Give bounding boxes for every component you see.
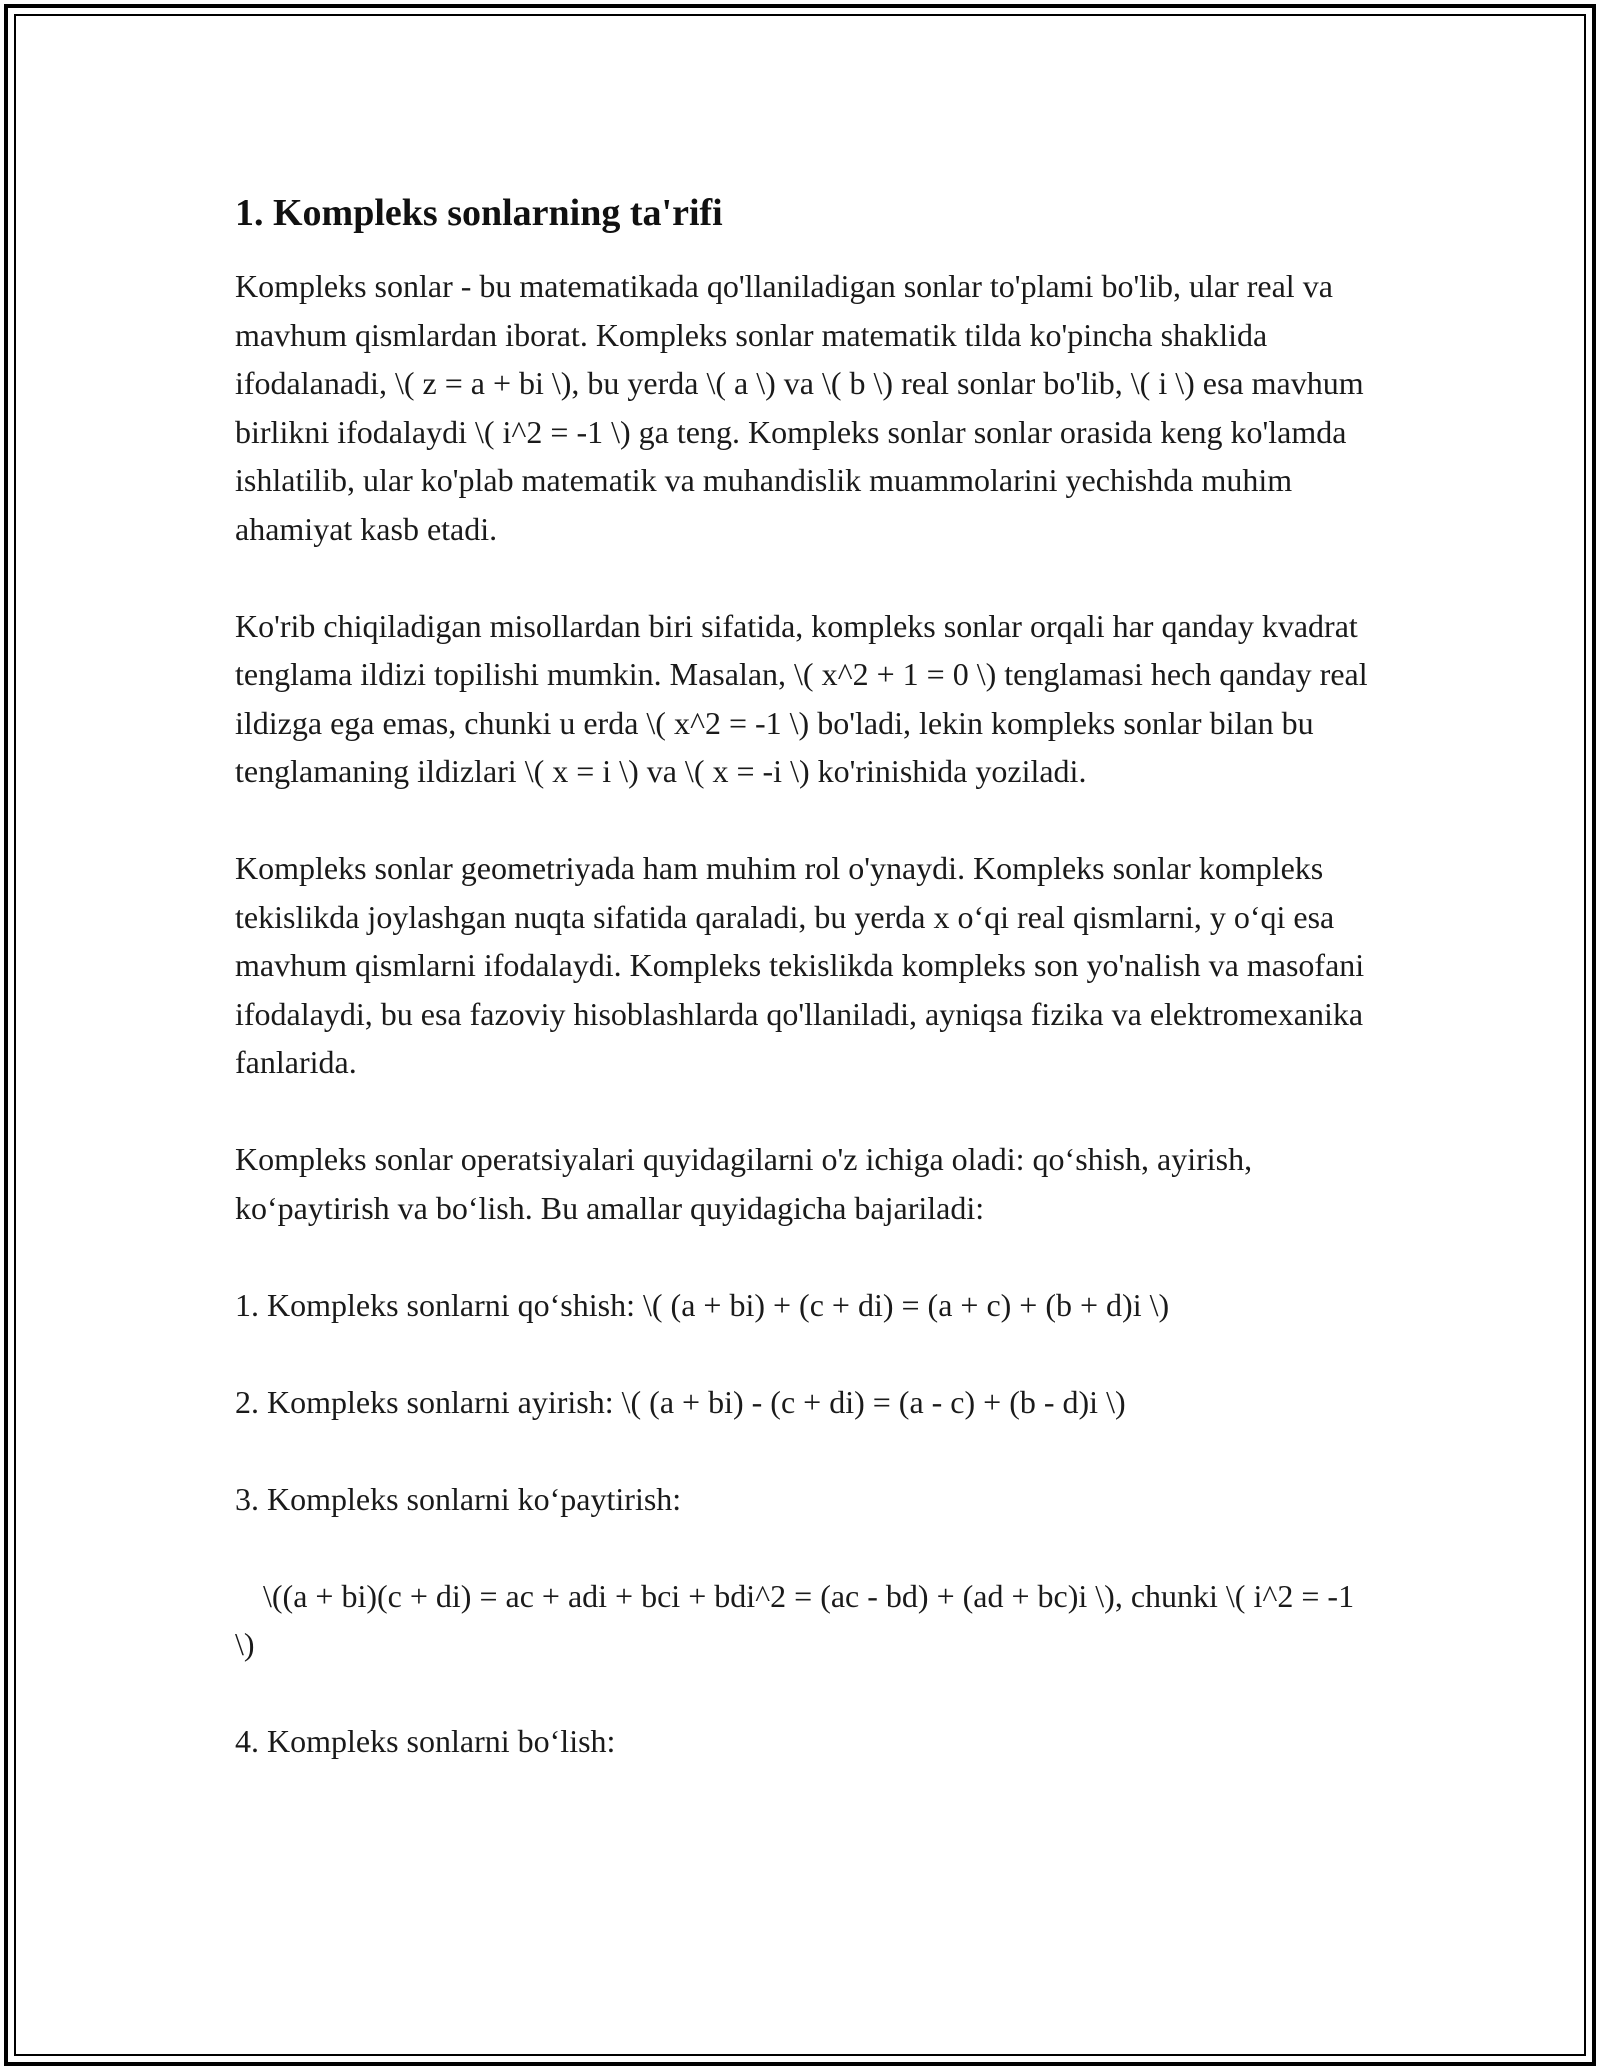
section-heading: 1. Kompleks sonlarning ta'rifi (235, 192, 723, 234)
paragraph-definition: Kompleks sonlar - bu matematikada qo'llaniladigan sonlar to'plami bo'lib, ular real va mavhum qismlardan iborat. Kompleks sonlar matematik tilda ko'pincha shaklida ifodalanadi, \( z = a + bi \), bu yerda \( a \) va \( b \) real sonlar bo'lib, \( i \) esa mavhum birlikni ifodalaydi \( i^2 = -1 \) ga teng. Kompleks sonlar sonlar orasida keng ko'lamda ishlatilib, ular ko'plab matematik va muhandislik muammolarini yechishda muhim ahamiyat kasb etadi. (235, 268, 1364, 547)
paragraph-quadratic-example: Ko'rib chiqiladigan misollardan biri sifatida, kompleks sonlar orqali har qanday kvadrat tenglama ildizi topilishi mumkin. Masalan, \( x^2 + 1 = 0 \) tenglamasi hech qanday real ildizga ega emas, chunki u erda \( x^2 = -1 \) bo'ladi, lekin kompleks sonlar bilan bu tenglamaning ildizlari \( x = i \) va \( x = -i \) ko'rinishida yoziladi. (235, 607, 1368, 789)
operation-addition: 1. Kompleks sonlarni qoʻshish: \( (a + bi) + (c + di) = (a + c) + (b + d)i \) (235, 1286, 1170, 1323)
operation-subtraction: 2. Kompleks sonlarni ayirish: \( (a + bi) - (c + di) = (a - c) + (b - d)i \) (235, 1383, 1126, 1420)
document-page (235, 186, 1370, 1766)
paragraph-operations-intro: Kompleks sonlar operatsiyalari quyidagilarni o'z ichiga oladi: qoʻshish, ayirish, koʻpaytirish va boʻlish. Bu amallar quyidagicha bajariladi: (235, 1141, 1253, 1226)
operation-multiplication-title: 3. Kompleks sonlarni koʻpaytirish: (235, 1480, 682, 1517)
multiplication-formula-text: \((a + bi)(c + di) = ac + adi + bci + bdi^2 = (ac - bd) + (ad + bc)i \), chunki \( i^2 = -1 \) (235, 1577, 1355, 1662)
paragraph-geometry: Kompleks sonlar geometriyada ham muhim rol o'ynaydi. Kompleks sonlar kompleks tekislikda joylashgan nuqta sifatida qaraladi, bu yerda x oʻqi real qismlarni, y oʻqi esa mavhum qismlarni ifodalaydi. Kompleks tekislikda kompleks son yo'nalish va masofani ifodalaydi, bu esa fazoviy hisoblashlarda qo'llaniladi, ayniqsa fizika va elektromexanika fanlarida. (235, 850, 1365, 1080)
operation-division-title: 4. Kompleks sonlarni boʻlish: (235, 1723, 616, 1759)
operation-multiplication-formula (235, 1572, 1370, 1669)
